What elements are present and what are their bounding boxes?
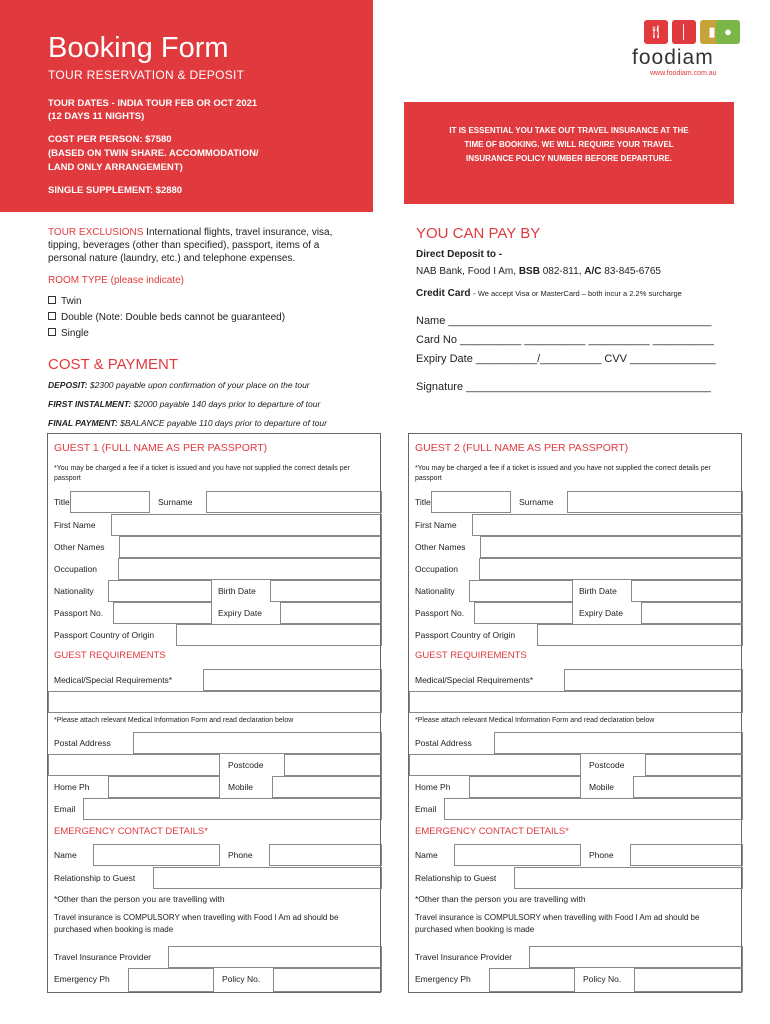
home-phone-label: Home Ph [415,782,451,792]
nationality-label: Nationality [415,586,455,596]
medical-label: Medical/Special Requirements* [54,675,173,685]
signature-field[interactable]: Signature ________________________________________ [416,381,711,393]
surname-label: Surname [158,497,193,507]
home-phone-label: Home Ph [54,782,90,792]
guest-1-emergency-ph-field[interactable] [128,968,214,992]
first-name-label: First Name [54,520,96,530]
header-banner [0,0,373,212]
final-payment-terms: FINAL PAYMENT: $BALANCE payable 110 days prior to departure of tour [48,418,327,428]
passport-no-label: Passport No. [54,608,104,618]
tour-details [48,226,358,430]
insurance-provider-label: Travel Insurance Provider [415,952,513,962]
guest-1-passport-country-field[interactable] [176,624,382,646]
guest-1-emergency-phone-field[interactable] [269,844,382,866]
spoon-icon: ● [716,20,740,44]
logo-wordmark: foodiam [632,46,714,69]
payment-methods [416,227,716,394]
guest-2-birth-date-field[interactable] [631,580,743,602]
surname-label: Surname [519,497,554,507]
guest-1-policy-no-field[interactable] [273,968,382,992]
guest-1-emergency-name-field[interactable] [93,844,220,866]
guest-2-postal-address-field[interactable] [494,732,743,754]
birth-date-label: Birth Date [218,586,256,596]
passport-fee-note: *You may be charged a fee if a ticket is issued and you have not supplied the correct details per passport [54,465,350,482]
room-option-single[interactable]: Single [48,327,358,340]
guest-2-postal-address-2-field[interactable] [409,754,581,776]
card-name-field[interactable]: Name ___________________________________________ [416,315,712,327]
guest-1-relationship-field[interactable] [153,867,382,889]
medical-note: *Please attach relevant Medical Information Form and read declaration below [415,717,655,724]
checkbox[interactable] [48,312,56,320]
knife-icon: │ [672,20,696,44]
guest-2-postcode-field[interactable] [645,754,743,776]
first-name-label: First Name [415,520,457,530]
email-label: Email [54,804,76,814]
guest-2-medical-extra-field[interactable] [409,691,743,713]
guest-1-passport-no-field[interactable] [113,602,212,624]
guest-2-occupation-field[interactable] [479,558,743,580]
expiry-date-label: Expiry Date [579,608,623,618]
relationship-label: Relationship to Guest [415,873,497,883]
guest-1-mobile-field[interactable] [272,776,382,798]
emergency-ph-label: Emergency Ph [54,974,110,984]
email-label: Email [415,804,437,814]
passport-country-label: Passport Country of Origin [54,630,155,640]
single-supplement: SINGLE SUPPLEMENT: $2880 [48,185,183,196]
guest-2-emergency-name-field[interactable] [454,844,581,866]
tour-exclusions: TOUR EXCLUSIONS International flights, travel insurance, visa, tipping, beverages (other than specified), passport, items of a personal nature (laundry, etc.) and telephone expenses. [48,227,333,264]
guest-1-home-phone-field[interactable] [108,776,220,798]
title-label: Title [415,497,431,507]
guest-1-title-field[interactable] [70,491,150,513]
guest-2-home-phone-field[interactable] [469,776,581,798]
insurance-compulsory-note: Travel insurance is COMPULSORY when travelling with Food I Am ad should be purchased when booking is made [54,913,339,934]
guest-2-expiry-date-field[interactable] [641,602,743,624]
cost-payment-heading: COST & PAYMENT [48,356,179,373]
guest-2-email-field[interactable] [444,798,743,820]
credit-card-info: Credit Card - We accept Visa or MasterCard – both incur a 2.2% surcharge [416,288,682,299]
insurance-compulsory-note: Travel insurance is COMPULSORY when travelling with Food I Am ad should be purchased when booking is made [415,913,700,934]
guest-2-passport-no-field[interactable] [474,602,573,624]
postcode-label: Postcode [589,760,625,770]
card-number-field[interactable]: Card No __________ __________ __________ __________ [416,334,714,346]
postcode-label: Postcode [228,760,264,770]
occupation-label: Occupation [54,564,97,574]
guest-1-other-names-field[interactable] [119,536,382,558]
page-title: Booking Form [48,32,229,64]
room-type-label: ROOM TYPE (please indicate) [48,275,184,286]
emergency-heading: EMERGENCY CONTACT DETAILS* [415,826,569,837]
fork-icon: 🍴︎ [644,20,668,44]
guest-2-mobile-field[interactable] [633,776,743,798]
nationality-label: Nationality [54,586,94,596]
insurance-provider-label: Travel Insurance Provider [54,952,152,962]
guest-1-insurance-provider-field[interactable] [168,946,382,968]
guest-2-relationship-field[interactable] [514,867,743,889]
guest-2-nationality-field[interactable] [469,580,573,602]
guest-1-occupation-field[interactable] [118,558,382,580]
room-option-twin[interactable]: Twin [48,295,358,308]
room-option-double[interactable]: Double (Note: Double beds cannot be guaranteed) [48,311,358,324]
page-subtitle: TOUR RESERVATION & DEPOSIT [48,68,245,82]
guest-2-emergency-ph-field[interactable] [489,968,575,992]
emergency-name-label: Name [54,850,77,860]
guest-requirements-heading: GUEST REQUIREMENTS [415,650,527,661]
guest-2-title: GUEST 2 (FULL NAME AS PER PASSPORT) [415,442,629,454]
guest-2-passport-country-field[interactable] [537,624,743,646]
cost-per-person: COST PER PERSON: $7580 (BASED ON TWIN SHARE. ACCOMMODATION/ LAND ONLY ARRANGEMENT) [48,134,259,173]
foodiam-logo [630,20,740,80]
guest-1-medical-extra-field[interactable] [48,691,382,713]
guest-1-title: GUEST 1 (FULL NAME AS PER PASSPORT) [54,442,268,454]
occupation-label: Occupation [415,564,458,574]
guest-1-expiry-date-field[interactable] [280,602,382,624]
birth-date-label: Birth Date [579,586,617,596]
insurance-notice: IT IS ESSENTIAL YOU TAKE OUT TRAVEL INSURANCE AT THE TIME OF BOOKING. WE WILL REQUIRE YOUR TRAVEL INSURANCE POLICY NUMBER BEFORE DEPARTURE. [404,102,734,204]
emergency-phone-label: Phone [228,850,253,860]
medical-label: Medical/Special Requirements* [415,675,534,685]
guest-2-panel [408,433,742,993]
guest-1-surname-field[interactable] [206,491,382,513]
mobile-label: Mobile [589,782,615,792]
policy-no-label: Policy No. [583,974,622,984]
emergency-heading: EMERGENCY CONTACT DETAILS* [54,826,208,837]
guest-1-medical-field[interactable] [203,669,382,691]
expiry-date-label: Expiry Date [218,608,262,618]
guest-requirements-heading: GUEST REQUIREMENTS [54,650,166,661]
guest-1-postal-address-2-field[interactable] [48,754,220,776]
guest-2-title-field[interactable] [431,491,511,513]
logo-url: www.foodiam.com.au [650,70,717,77]
guest-2-emergency-phone-field[interactable] [630,844,743,866]
guest-1-postcode-field[interactable] [284,754,382,776]
passport-country-label: Passport Country of Origin [415,630,516,640]
passport-no-label: Passport No. [415,608,465,618]
guest-2-first-name-field[interactable] [472,514,743,536]
relationship-label: Relationship to Guest [54,873,136,883]
other-names-label: Other Names [54,542,105,552]
checkbox[interactable] [48,328,56,336]
other-than-note: *Other than the person you are travelling with [415,894,586,904]
deposit-terms: DEPOSIT: $2300 payable upon confirmation of your place on the tour [48,380,310,390]
mobile-label: Mobile [228,782,254,792]
guest-2-policy-no-field[interactable] [634,968,743,992]
direct-deposit-label: Direct Deposit to - [416,249,503,260]
emergency-name-label: Name [415,850,438,860]
guest-1-nationality-field[interactable] [108,580,212,602]
guest-2-surname-field[interactable] [567,491,743,513]
other-names-label: Other Names [415,542,466,552]
card-expiry-field[interactable]: Expiry Date __________/__________ CVV ______________ [416,353,716,365]
bottle-icon: ▮ [700,20,724,44]
guest-2-medical-field[interactable] [564,669,743,691]
pay-by-heading: YOU CAN PAY BY [416,225,541,242]
guest-1-panel [47,433,381,993]
emergency-phone-label: Phone [589,850,614,860]
guest-2-insurance-provider-field[interactable] [529,946,743,968]
guest-1-birth-date-field[interactable] [270,580,382,602]
other-than-note: *Other than the person you are travelling with [54,894,225,904]
policy-no-label: Policy No. [222,974,261,984]
bank-details: NAB Bank, Food I Am, BSB 082-811, A/C 83-845-6765 [416,266,661,277]
guest-1-email-field[interactable] [83,798,382,820]
guest-2-other-names-field[interactable] [480,536,743,558]
passport-fee-note: *You may be charged a fee if a ticket is issued and you have not supplied the correct details per passport [415,465,711,482]
postal-address-label: Postal Address [54,738,111,748]
tour-dates: TOUR DATES - INDIA TOUR FEB OR OCT 2021 (12 DAYS 11 NIGHTS) [48,98,258,122]
medical-note: *Please attach relevant Medical Information Form and read declaration below [54,717,294,724]
emergency-ph-label: Emergency Ph [415,974,471,984]
first-instalment-terms: FIRST INSTALMENT: $2000 payable 140 days prior to departure of tour [48,399,321,409]
guest-1-postal-address-field[interactable] [133,732,382,754]
title-label: Title [54,497,70,507]
guest-1-first-name-field[interactable] [111,514,382,536]
checkbox[interactable] [48,296,56,304]
postal-address-label: Postal Address [415,738,472,748]
